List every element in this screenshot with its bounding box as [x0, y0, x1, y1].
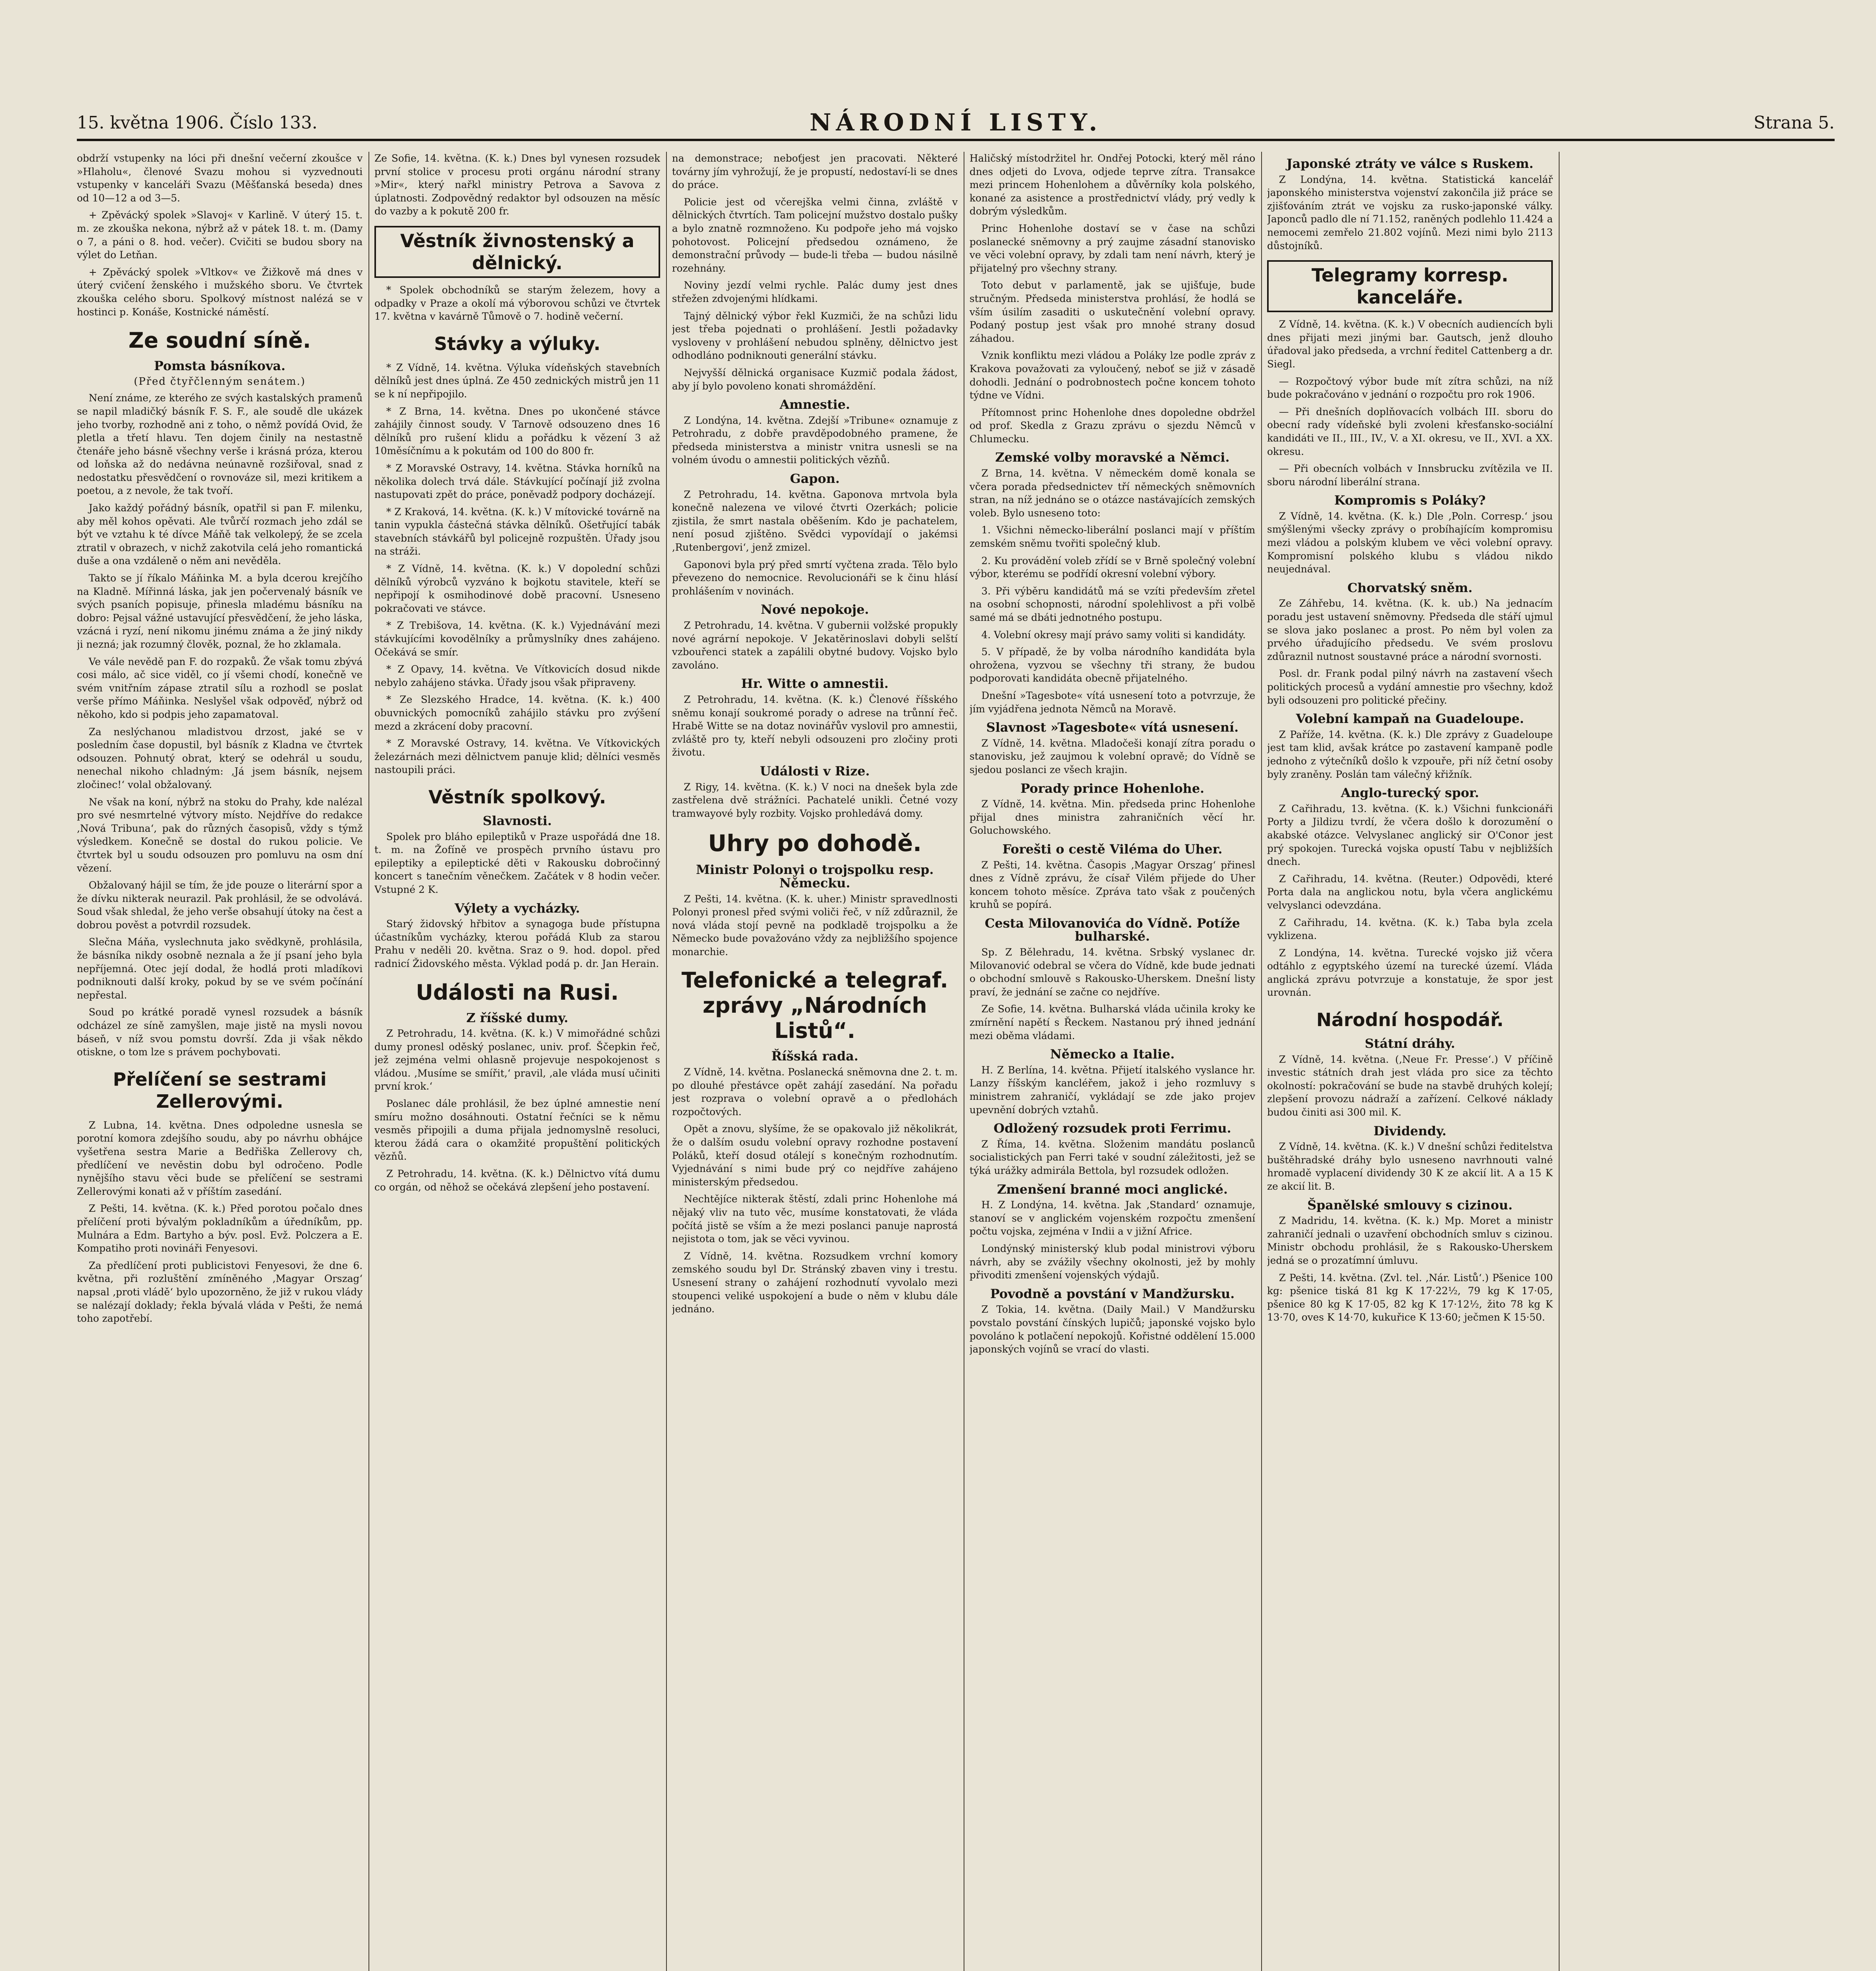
paragraph: Ze Záhřebu, 14. května. (K. k. ub.) Na jednacím poradu jest ustavení sněmovny. Předseda dle stáří ujmul se slova jako poslanec a prost. Po něm byl volen za prvého úřadujícího předsedu. Ve svém proslovu zdůraznil nutnost soustavné práce a národní svornosti. — [1267, 598, 1553, 662]
paragraph: Z Cařihradu, 14. května. (Reuter.) Odpovědi, které Porta dala na anglickou notu, byla včera anglickému velvyslanci odevzdána. — [1267, 873, 1553, 911]
paragraph: + Zpěvácký spolek »Vltkov« ve Žižkově má dnes v úterý cvičení ženského i mužského sboru. Ve čtvrtek zkouška celého sboru. Spolkový místnost nalézá se v hostinci p. Konáše, Kostnické náměstí. — [77, 266, 363, 318]
paragraph: * Z Moravské Ostravy, 14. května. Ve Vítkovických železárnách mezi dělnictvem panuje klid; dělníci vesměs nastoupili práci. — [374, 738, 660, 776]
article-title: Z říšské dumy. — [466, 1010, 568, 1025]
paragraph: Není známe, ze kterého ze svých kastalských pramenů se napil mladičký básník F. S. F., ale soudě dle ukázek jeho tvorby, rozhodně ani z toho, o němž povídá Ovid, že pletla a třetí hlavu. Ten dojem činily na nestastně čtenáře jeho básně všechny verše i krásná próza, kterou od loňska až do nedávna neúnavně rozšiřoval, snad z nedostatku přesvědčení o rovnováze sil, mezi kritikem a poetou, a z nevole, že tak tvoří. — [77, 392, 363, 497]
paragraph: Gaponovi byla prý před smrtí vyčtena zrada. Tělo bylo převezeno do nemocnice. Revolucionáři se k činu hlásí prohlášením v novinách. — [672, 559, 958, 597]
section-heading: Národní hospodář. — [1316, 1009, 1504, 1031]
paragraph: Noviny jezdí velmi rychle. Palác dumy jest dnes střežen zdvojenými hlídkami. — [672, 279, 958, 304]
paragraph: Z Petrohradu, 14. května. (K. k.) Dělnictvo vítá dumu co orgán, od něhož se očekává zlepšení jeho postavení. — [374, 1168, 660, 1193]
article-title: Státní dráhy. — [1364, 1036, 1455, 1051]
page-number: Strana 5. — [1753, 113, 1835, 133]
paragraph: Toto debut v parlamentě, jak se ujišťuje, bude stručným. Předseda ministerstva prohlásí, že hodlá se vším úsilím zasaditi o uskutečnění volební opravy. Podaný postup jest však pro mnohé strany dosud záhadou. — [970, 279, 1255, 344]
paragraph: Z Tokia, 14. května. (Daily Mail.) V Mandžursku povstalo povstání čínských lupičů; japonské vojsko bylo povoláno k potlačení nepokojů. Kořistné oddělení 15.000 japonských vojínů se vrací do vlasti. — [970, 1304, 1255, 1355]
section-heading: Věstník živnostenský a dělnický. — [374, 226, 660, 278]
paragraph: Z Lubna, 14. května. Dnes odpoledne usnesla se porotní komora zdejšího soudu, aby po návrhu obhájce vyšetřena sestra Marie a Bedřiška Zellerovy ch, předlíčení ve nevěstin dobu byl odročeno. Podle nynějšího stavu věci bude se přelíčení se sestrami Zellerovými konati až v příštím zasedání. — [77, 1119, 363, 1197]
paragraph: Z Vídně, 14. května. Rozsudkem vrchní komory zemského soudu byl Dr. Stránský zbaven viny i trestu. Usnesení strany o zahájení rozhodnutí vyvolalo mezi stoupenci veliké uspokojení a bude o něm v klubu dále jednáno. — [672, 1250, 958, 1315]
paragraph: Z Vídně, 14. května. Min. předseda princ Hohenlohe přijal dnes ministra zahraničních věcí hr. Goluchowského. — [970, 798, 1255, 836]
article-title: Ministr Polonyi o trojspolku resp. Německu. — [696, 862, 934, 890]
paragraph: 5. V případě, že by volba národního kandidáta byla ohrožena, vyzvou se všechny tři strany, že budou podporovati kandidáta obecně přijatelného. — [970, 646, 1255, 684]
article-title: Hr. Witte o amnestii. — [741, 676, 889, 691]
paragraph: * Z Opavy, 14. května. Ve Vítkovicích dosud nikde nebylo zahájeno stávka. Úřady jsou však připraveny. — [374, 663, 660, 688]
paragraph: — Rozpočtový výbor bude mít zítra schůzi, na níž bude pokračováno v jednání o rozpočtu pro rok 1906. — [1267, 375, 1553, 401]
section-heading: Uhry po dohodě. — [708, 830, 922, 857]
section-heading: Stávky a výluky. — [434, 333, 601, 354]
section-heading: Telefonické a telegraf. zprávy „Národních Listů“. — [681, 968, 948, 1043]
paragraph: Z Pešti, 14. května. Časopis ‚Magyar Orszag‘ přinesl dnes z Vídně zprávu, že císař Vilém přijede do Uher koncem tohoto měsíce. Zpráva tato však z poučených kruhů se popírá. — [970, 859, 1255, 911]
article-title: Události v Rize. — [760, 763, 870, 779]
paragraph: * Ze Slezského Hradce, 14. května. (K. k.) 400 obuvnických pomocníků zahájilo stávku pro zvýšení mezd a zkrácení doby pracovní. — [374, 694, 660, 732]
paragraph: Z Vídně, 14. května. Poslanecká sněmovna dne 2. t. m. po dlouhé přestávce opět zahájí zasedání. Na pořadu jest rozprava o volební opravě a o předlohách rozpočtových. — [672, 1066, 958, 1118]
paragraph: Jako každý pořádný básník, opatřil si pan F. milenku, aby měl kohos opěvati. Ale tvůrčí rozmach jeho zdál se být ve vztahu k té dívce Máňě tak velkolepý, že se zcela ztratil v obrazech, v nichž zakotvila celá jeho romantická duše a ona vzdáleně o něm ani nevěděla. — [77, 502, 363, 567]
article-title: Nové nepokoje. — [761, 602, 869, 617]
paragraph: Za neslýchanou mladistvou drzost, jaké se v posledním čase dopustil, byl básník z Kladna ve čtvrtek odsouzen. Pohnutý obrat, který se odehrál u soudu, nenechal nikoho chladným: ‚Já jsem básník, nejsem zločinec!‘ volal obžalovaný. — [77, 726, 363, 790]
paragraph: Soud po krátké poradě vynesl rozsudek a básník odcházel ze síně zamyšlen, maje jistě na mysli novou báseň, v níž svou pomstu dovrší. Zda ji však někdo otiskne, o tom lze s právem pochybovati. — [77, 1006, 363, 1058]
article-title: Anglo-turecký spor. — [1341, 785, 1479, 801]
column-rule — [1261, 152, 1262, 1971]
paragraph: * Z Vídně, 14. května. Výluka vídeňských stavebních dělníků jest dnes úplná. Ze 450 zednických mistrů jen 11 se k ní nepřipojilo. — [374, 361, 660, 400]
paragraph: Z Pešti, 14. května. (K. k.) Před porotou počalo dnes přelíčení proti bývalým pokladníkům a úředníkům, pp. Mulnára a Edm. Bartyho a býv. posl. Evž. Polczera a E. Kompatiho proti novináři Fenyesovi. — [77, 1203, 363, 1254]
paragraph: Starý židovský hřbitov a synagoga bude přístupna účastníkům vycházky, kterou pořádá Klub za starou Prahu v neděli 20. května. Sraz o 9. hod. dopol. před radnicí Židovského města. Výklad podá p. dr. Jan Herain. — [374, 918, 660, 969]
paragraph: Z Petrohradu, 14. května. Gaponova mrtvola byla konečně nalezena ve vilové čtvrti Ozerkách; policie zjistila, že smrt nastala oběšením. Kdo je pachatelem, není posud zjištěno. Svědci vypovídají o jakémsi ‚Rutenbergovi‘, jenž zmizel. — [672, 488, 958, 553]
newspaper-title: NÁRODNÍ LISTY. — [810, 109, 1102, 136]
paragraph: Slečna Máňa, vyslechnuta jako svědkyně, prohlásila, že básníka nikdy osobně neznala a že jí psaní jeho byla nepříjemná. Otec její dodal, že hodlá proti mladíkovi podniknouti další kroky, pokud by se ve svém počínání nepřestal. — [77, 936, 363, 1001]
paragraph: Poslanec dále prohlásil, že bez úplné amnestie není smíru možno dosáhnouti. Ostatní řečníci se k němu vesměs připojili a duma přijala jednomyslně resoluci, kterou žádá cara o okamžité propuštění politických vězňů. — [374, 1098, 660, 1162]
article-title: Cesta Milovanovića do Vídně. Potíže bulharské. — [985, 915, 1240, 944]
column-4 — [970, 152, 1255, 1971]
paragraph: Z Madridu, 14. května. (K. k.) Mp. Moret a ministr zahraničí jednali o uzavření obchodních smluv s cizinou. Ministr obchodu prohlásil, že s Rakousko-Uherskem jedná se o prozatímní úmluvu. — [1267, 1215, 1553, 1266]
paragraph: obdrží vstupenky na lóci při dnešní večerní zkoušce v »Hlaholu«, členové Svazu mohou si vyzvednouti vstupenky v kanceláři Svazu (Měšťanská beseda) dnes od 10—12 a od 3—5. — [77, 153, 363, 204]
issue-date: 15. května 1906. Číslo 133. — [77, 113, 318, 133]
section-heading: Ze soudní síně. — [128, 328, 311, 353]
paragraph: Z Pešti, 14. května. (Zvl. tel. ‚Nár. Listů‘.) Pšenice 100 kg: pšenice tiská 81 kg K 17·22½, 79 kg K 17·05, pšenice 80 kg K 17·05, 82 kg K 17·12½, žito 78 kg K 13·70, oves K 14·70, kukuřice K 13·60; ječmen K 15·50. — [1267, 1272, 1553, 1323]
paragraph: Ze Sofie, 14. května. Bulharská vláda učinila kroky ke zmírnění napětí s Řeckem. Nastanou prý ihned jednání mezi oběma vládami. — [970, 1003, 1255, 1041]
paragraph: Nejvyšší dělnická organisace Kuzmič podala žádost, aby jí bylo povoleno konati shromáždění. — [672, 367, 958, 392]
section-heading: Události na Rusi. — [416, 980, 619, 1005]
paragraph: na demonstrace; neboťjest jen pracovati. Některé továrny jím vyhrožují, že je propustí, nedostaví-li se dnes do práce. — [672, 153, 958, 191]
paragraph: Policie jest od včerejška velmi činna, zvláště v dělnických čtvrtích. Tam policejní mužstvo dostalo pušky a bylo znatně rozmnoženo. Ku podpoře jeho má vojsko pohotovost. Policejní předsedou oznámeno, že demonstrační průvody — bude-li třeba — budou násilně rozehnány. — [672, 196, 958, 274]
paragraph: Opět a znovu, slyšíme, že se opakovalo již několikrát, že o dalším osudu volební opravy rozhodne postavení Poláků, kteří dosud otálejí s konečným rozhodnutím. Vyjednávání s nimi bude prý co nejdříve zahájeno ministerským předsedou. — [672, 1123, 958, 1188]
paragraph: Spolek pro bláho epileptiků v Praze uspořádá dne 18. t. m. na Žofíně ve prospěch prvního ústavu pro epileptiky a epileptické děti v Rakousku dobročinný koncert s tanečním věnečkem. Začátek v 8 hodin večer. Vstupné 2 K. — [374, 831, 660, 895]
article-title: Porady prince Hohenlohe. — [1020, 781, 1204, 796]
column-5 — [1267, 152, 1553, 1971]
paragraph: Ve vále nevědě pan F. do rozpaků. Že však tomu zbývá cosi málo, ač sice viděl, co jí všemi chodí, konečně ve svém vnitřním zápase ztratil sílu a rozhodl se poslat verše přímo Máňinka. Neslyšel však odpověď, nýbrž od někoho, kdo si podpis jeho zapamatoval. — [77, 656, 363, 720]
article-title: Říšská rada. — [771, 1049, 858, 1064]
paragraph: Z Rigy, 14. května. (K. k.) V noci na dnešek byla zde zastřelena dvě strážníci. Pachatelé unikli. Četné vozy tramwayové byly rozbity. Vojsko prohledává domy. — [672, 781, 958, 819]
paragraph: * Z Trebišova, 14. května. (K. k.) Vyjednávání mezi stávkujícími kovodělníky a průmyslníky dnes zahájeno. Očekává se smír. — [374, 620, 660, 658]
article-title: Dividendy. — [1373, 1123, 1447, 1138]
paragraph: Z Cařihradu, 13. května. (K. k.) Všichni funkcionáři Porty a Jildizu tvrdí, že včera došlo k dorozumění o akabské otázce. Velvyslanec anglický sir O'Conor jest prý spokojen. Turecká vojska opustí Tabu v nejbližších dnech. — [1267, 803, 1553, 868]
paragraph: Z Vídně, 14. května. (K. k.) V obecních audiencích byli dnes přijati mezi jinými bar. Gautsch, jenž dlouho úřadoval jako předseda, a vrchní ředitel Cattenberg a dr. Siegl. — [1267, 319, 1553, 370]
paragraph: Ne však na koní, nýbrž na stoku do Prahy, kde nalézal pro své nesmrtelné výtvory místo. Nejdříve do redakce ‚Nová Tribuna‘, pak do různých časopisů, vždy s týmž výsledkem. Konečně se dostal do rukou policie. Ve čtvrtek byl u soudu odsouzen pro pomluvu na osm dní vězení. — [77, 796, 363, 874]
paragraph: * Z Brna, 14. května. Dnes po ukončené stávce zahájily činnost soudy. V Tarnově odsouzeno dnes 16 dělníků pro rušení klidu a pořádku k vězení 3 až 10měsíčnímu a k pokutám od 100 do 800 fr. — [374, 405, 660, 457]
paragraph: Přítomnost princ Hohenlohe dnes dopoledne obdržel od prof. Skedla z Grazu zprávu o sjezdu Němců v Chlumecku. — [970, 406, 1255, 445]
column-rule — [1559, 152, 1560, 1971]
section-heading: Přelíčení se sestrami Zellerovými. — [113, 1068, 327, 1112]
paragraph: Haličský místodržitel hr. Ondřej Potocki, který měl ráno dnes odjeti do Lvova, odjede teprve zítra. Transakce mezi princem Hohenlohem a důvěrníky kola polského, konané za asistence a prostřednictví vlády, prý vedly k dobrým výsledkům. — [970, 153, 1255, 217]
paragraph: 1. Všichni německo-liberální poslanci mají v příštím zemském sněmu tvořiti společný klub. — [970, 524, 1255, 550]
paragraph: Za předlíčení proti publicistovi Fenyesovi, že dne 6. května, při rozluštění zmíněného ‚Magyar Orszag‘ napsal ‚proti vládě‘ bylo upozorněno, že již v rukou vlády se nalézají doklady; řekla bývalá vláda v Pešti, že nemá toho zapotřebí. — [77, 1259, 363, 1325]
article-title: Gapon. — [790, 471, 840, 486]
paragraph: — Při obecních volbách v Innsbrucku zvítězila ve II. sboru národní liberální strana. — [1267, 463, 1553, 488]
paragraph: Z Vídně, 14. května. Mladočeši konají zítra poradu o stanovisku, jež zaujmou k volební opravě; do Vídně se sjedou poslanci ze všech krajin. — [970, 737, 1255, 775]
paragraph: Z Petrohradu, 14. května. (K. k.) V mimořádné schůzi dumy pronesl oděský poslanec, univ. prof. Ščepkin řeč, jež zejména velmi ohlasně projevuje nespokojenost s vládou. ‚Musíme se smířit,‘ pravil, ‚ale vláda musí učiniti první krok.‘ — [374, 1028, 660, 1092]
paragraph: * Z Moravské Ostravy, 14. května. Stávka horníků na několika dolech trvá dále. Stávkující počínají již zvolna nastupovati zpět do práce, poněvadž podpory docházejí. — [374, 462, 660, 501]
section-heading: Věstník spolkový. — [428, 786, 606, 808]
paragraph: Princ Hohenlohe dostaví se v čase na schůzi poslanecké sněmovny a prý zaujme zásadní stanovisko ve věci volební opravy, by zdali tam není návrh, který je přijatelný pro všechny strany. — [970, 222, 1255, 274]
column-rule — [666, 152, 667, 1971]
article-title: Povodně a povstání v Mandžursku. — [990, 1286, 1235, 1301]
paragraph: Z Londýna, 14. května. Zdejší »Tribune« oznamuje z Petrohradu, z dobře pravděpodobného pramene, že předseda ministerstva a ministr vnitra usnesli se na volném úvodu o amnestii politických vězňů. — [672, 414, 958, 466]
column-1 — [77, 152, 363, 1971]
article-title: Zemské volby moravské a Němci. — [995, 450, 1230, 465]
paragraph: Londýnský ministerský klub podal ministrovi výboru návrh, aby se zvážily všechny okolnosti, jež by mohly přivoditi zmenšení vojenských výdajů. — [970, 1243, 1255, 1281]
paragraph: Z Vídně, 14. května. (K. k.) V dnešní schůzi ředitelstva buštěhradské dráhy bylo usneseno navrhnouti valné hromadě vyplacení dividendy 30 K ze akcií lit. A a 15 K ze akcií lit. B. — [1267, 1141, 1553, 1192]
paragraph: Z Pešti, 14. května. (K. k. uher.) Ministr spravedlnosti Polonyi pronesl před svými voliči řeč, v níž zdůraznil, že nová vláda stojí pevně na podkladě trojspolku a že Německo bude považováno vždy za nejbližšího spojence monarchie. — [672, 893, 958, 958]
column-rule — [368, 152, 369, 1971]
paragraph: * Z Kraková, 14. května. (K. k.) V mítovické továrně na tanin vypukla částečná stávka dělníků. Ošetřující tabák stavebních stávkářů byl policejně rozpuštěn. Úřady jsou na stráži. — [374, 506, 660, 557]
masthead — [77, 107, 1835, 141]
article-title: Chorvatský sněm. — [1347, 580, 1473, 595]
paragraph: Obžalovaný hájil se tím, že jde pouze o literární spor a že dívku nikterak neurazil. Pak prohlásil, že se odvolává. Soud však shledal, že jeho verše obsahují útoky na čest a dobrou pověst a potvrdil rozsudek. — [77, 879, 363, 931]
paragraph: Z Londýna, 14. května. Statistická kancelář japonského ministerstva vojenství zakončila již práce se zjišťováním ztrát ve vojsku za rusko-japonské války. Japonců padlo dle ní 71.152, raněných podlehlo 11.424 a nemocemi zemřelo 21.802 vojínů. Mezi nimi bylo 2113 důstojníků. — [1267, 173, 1553, 251]
article-title: Forešti o cestě Viléma do Uher. — [1002, 841, 1223, 857]
paragraph: H. Z Berlína, 14. května. Přijetí italského vyslance hr. Lanzy říšským kancléřem, jakož i jeho rozmluvy s ministrem zahraničí, vykládají se zde jako projev upevnění dobrých vztahů. — [970, 1064, 1255, 1116]
paragraph: Vznik konfliktu mezi vládou a Poláky lze podle zpráv z Krakova považovati za vyloučený, neboť se již v zásadě dohodli. Jednání o podrobnostech počne koncem tohoto týdne ve Vídni. — [970, 350, 1255, 401]
paragraph: Tajný dělnický výbor řekl Kuzmiči, že na schůzi lidu jest třeba pojednati o prohlášení. Jestli požadavky vysloveny v prohlášení nebudou splněny, dělnictvo jest odhodláno podniknouti generální stávku. — [672, 310, 958, 361]
paragraph: + Zpěvácký spolek »Slavoj« v Karlině. V úterý 15. t. m. ze zkouška nekona, nýbrž až v pátek 18. t. m. (Damy o 7, a páni o 8. hod. večer). Cvičiti se budou sbory na výlet do Letňan. — [77, 209, 363, 261]
paragraph: Posl. dr. Frank podal pilný návrh na zastavení všech politických procesů a vydání amnestie pro všechny, kdož byli odsouzeni pro politické přečiny. — [1267, 668, 1553, 706]
paragraph: Nechtějíce nikterak štěstí, zdali princ Hohenlohe má nějaký vliv na tuto věc, musíme konstatovati, že vláda počítá jistě se vším a že mezi poslanci panuje naprostá nejistota o tom, jak se věci vyvinou. — [672, 1193, 958, 1245]
article-title: Slavnost »Tagesbote« vítá usnesení. — [986, 720, 1239, 735]
paragraph: Z Paříže, 14. května. (K. k.) Dle zprávy z Guadeloupe jest tam klid, avšak krátce po zastavení kampaně podle jednoho z výtečníků došlo k vzpouře, při níž četní osoby byly zraněny. Poslán tam válečný křižník. — [1267, 728, 1553, 780]
article-title: Pomsta básníkova. — [154, 358, 286, 374]
paragraph: Z Vídně, 14. května. (K. k.) Dle ‚Poln. Corresp.‘ jsou smýšlenými všecky zprávy o probíhajícím kompromisu mezi vládou a polským klubem ve věci volební opravy. Kompromisní polského klubu s vládou nikdo neujednával. — [1267, 510, 1553, 575]
article-title: Odložený rozsudek proti Ferrimu. — [993, 1121, 1232, 1136]
article-subtitle: (Před čtyřčlenným senátem.) — [134, 375, 306, 387]
paragraph: Takto se jí říkalo Máňinka M. a byla dcerou krejčího na Kladně. Mířinná láska, jak jen počervenalý básník ve svých psaních popisuje, přinesla mladému básníku na dobro: Pejsal vážné ustavující přesvědčení, že jeho láska, vzácná i ryzí, není nikomu jinému známa a že jiný nikdy ji nezná; jak rozumný člověk, poznal, že ho zklamala. — [77, 572, 363, 650]
paragraph: — Při dnešních doplňovacích volbách III. sboru do obecní rady vídeňské byli zvoleni křesťansko-sociální kandidáti ve II., III., IV., V. a XI. okresu, ve II., XVI. a XX. okresu. — [1267, 406, 1553, 457]
article-title: Španělské smlouvy s cizinou. — [1307, 1197, 1513, 1213]
column-2 — [374, 152, 660, 1971]
paragraph: Z Říma, 14. května. Složenim mandátu poslanců socialistických pan Ferri také v soudní záležitosti, jež se týká urážky admirála Bettola, byl rozsudek odložen. — [970, 1138, 1255, 1176]
article-title: Amnestie. — [780, 397, 850, 412]
paragraph: Z Petrohradu, 14. května. (K. k.) Členové říšského sněmu konají soukromé porady o adrese na trůnní řeč. Hrabě Witte se na dotaz novinářův vyslovil pro amnestii, zvláště pro ty, kteří nebyli odsouzeni pro zločiny proti životu. — [672, 693, 958, 758]
paragraph: Z Cařihradu, 14. května. (K. k.) Taba byla zcela vyklizena. — [1267, 917, 1553, 942]
paragraph: Z Brna, 14. května. V německém domě konala se včera porada předsednictev tří německých sněmovních stran, na níž jednáno se o otázce nastávajících zemských voleb. Bylo usneseno toto: — [970, 468, 1255, 519]
paragraph: Ze Sofie, 14. května. (K. k.) Dnes byl vynesen rozsudek první stolice v procesu proti orgánu národní strany »Mir«, který nařkl ministry Petrova a Savova z úplatnosti. Zodpovědný redaktor byl odsouzen na měsíc do vazby a k pokutě 200 fr. — [374, 153, 660, 217]
paragraph: Z Vídně, 14. května. (‚Neue Fr. Presse‘.) V příčině investic státních drah jest vláda pro sice za těchto okolností: pokračování se bude na stavbě druhých kolejí; zlepšení provozu nádraží a zařízení. Celkové náklady budou činiti asi 300 mil. K. — [1267, 1053, 1553, 1118]
paragraph: 2. Ku provádění voleb zřídí se v Brně společný volební výbor, kterému se podřídí okresní volební výbory. — [970, 555, 1255, 580]
article-title: Volební kampaň na Guadeloupe. — [1296, 711, 1524, 727]
article-title: Zmenšení branné moci anglické. — [997, 1181, 1228, 1197]
article-title: Japonské ztráty ve válce s Ruskem. — [1286, 156, 1534, 171]
paragraph: Dnešní »Tagesbote« vítá usnesení toto a potvrzuje, že jím vyjádřena jednota Němců na Moravě. — [970, 689, 1255, 715]
article-title: Německo a Italie. — [1050, 1047, 1175, 1062]
paragraph: Z Petrohradu, 14. května. V gubernii volžské propukly nové agrární nepokoje. V Jekatěrinoslavi dobyli selští vzbouřenci statek a zapálili obytné budovy. Vojsko bylo zavoláno. — [672, 620, 958, 671]
article-title: Výlety a vycházky. — [454, 900, 580, 916]
column-3 — [672, 152, 958, 1971]
article-title: Slavnosti. — [482, 813, 552, 828]
paragraph: H. Z Londýna, 14. května. Jak ‚Standard‘ oznamuje, stanoví se v anglickém vojenském rozpočtu zmenšení počtu vojska, zejména v Indii a v jižní Africe. — [970, 1199, 1255, 1237]
paragraph: Sp. Z Bělehradu, 14. května. Srbský vyslanec dr. Milovanović odebral se včera do Vídně, kde bude jednati o obchodní smlouvě s Rakousko-Uherskem. Dnešní listy praví, že jednání se začne co nejdříve. — [970, 946, 1255, 998]
paragraph: 3. Při výběru kandidátů má se vzíti především zřetel na osobní schopnosti, národní spolehlivost a při volbě samé má se dbáti jednotného postupu. — [970, 585, 1255, 623]
article-title: Kompromis s Poláky? — [1334, 493, 1486, 508]
section-heading: Telegramy korresp. kanceláře. — [1267, 260, 1553, 312]
paragraph: Z Londýna, 14. května. Turecké vojsko již včera odtáhlo z egyptského území na turecké území. Vláda anglická zprávu potvrzuje a konstatuje, že spor jest urovnán. — [1267, 947, 1553, 999]
paragraph: * Spolek obchodníků se starým železem, hovy a odpadky v Praze a okolí má výborovou schůzi ve čtvrtek 17. května v kavárně Tůmově o 7. hodině večerní. — [374, 284, 660, 322]
paragraph: * Z Vídně, 14. května. (K. k.) V dopolední schůzi dělníků výrobců vyzváno k bojkotu stavitele, kteří se nepřipojí k osmihodinové době pracovní. Usneseno pokračovati ve stávce. — [374, 563, 660, 614]
paragraph: 4. Volební okresy mají právo samy voliti si kandidáty. — [981, 629, 1246, 641]
